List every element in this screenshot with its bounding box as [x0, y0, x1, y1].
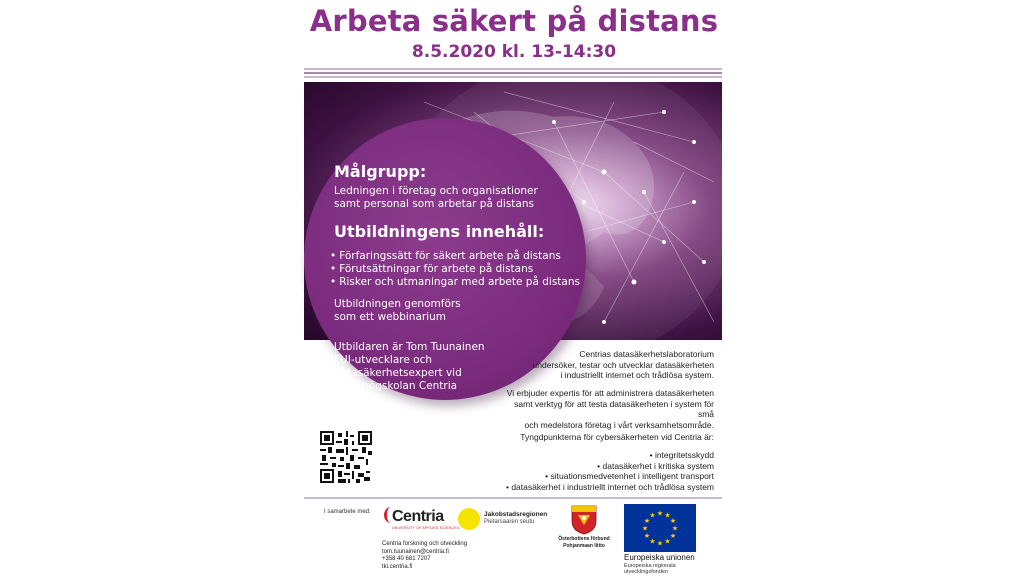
poster-title: Arbeta säkert på distans: [309, 4, 719, 38]
eu-star-icon: ★: [649, 512, 656, 520]
footer-divider: [304, 497, 722, 499]
target-group-heading: Målgrupp:: [334, 162, 427, 181]
expertise-description: Vi erbjuder expertis för att administrera datasäkerheten samt verktyg för att testa datasäkerheten i system för små och medelstora företag i vårt verksamhetsområde.: [506, 388, 714, 430]
list-item: • datasäkerhet i industriellt internet och trådlösa system: [496, 482, 714, 493]
eu-star-icon: ★: [656, 540, 664, 548]
focus-heading: Tyngdpunkterna för cybersäkerheten vid Centria är:: [520, 432, 714, 442]
lab-description: Centrias datasäkerhetslaboratorium undersöker, testar och utvecklar datasäkerheten i industriellt internet och trådlösa system.: [532, 349, 714, 380]
focus-list: [496, 450, 714, 492]
eu-star-icon: ★: [643, 533, 651, 540]
content-list: [330, 250, 580, 289]
event-date: 8.5.2020 kl. 13-14:30: [411, 42, 617, 62]
eu-star-icon: ★: [643, 518, 651, 525]
eu-star-icon: ★: [641, 525, 649, 533]
target-group-text: Ledningen i företag och organisationer samt personal som arbetar på distans: [334, 185, 538, 210]
jakobstad-sub: Pietarsaaren seutu: [484, 519, 535, 525]
contact-info: Centria forskning och utveckling tom.tuunainen@centria.fi +358 40 681 7207 tki.centria.fi: [382, 541, 468, 570]
list-item: • situationsmedvetenhet i intelligent transport: [496, 471, 714, 482]
eu-star-icon: ★: [671, 525, 679, 533]
ostrobothnia-crest-icon: [571, 505, 597, 535]
poster: [304, 0, 724, 576]
qr-code[interactable]: [320, 431, 372, 483]
centria-subtitle: UNIVERSITY OF APPLIED SCIENCES: [392, 526, 460, 530]
ostrobothnia-name: Österbottens förbund: [558, 536, 610, 542]
list-item: • datasäkerhet i kritiska system: [496, 461, 714, 472]
cooperation-label: I samarbete med:: [324, 509, 371, 515]
eu-flag-icon: [624, 504, 696, 552]
list-item: • Risker och utmaningar med arbete på distans: [330, 276, 580, 289]
trainer-text: Utbildaren är Tom Tuunainen FUI-utvecklare och datasäkerhetsexpert vid yrkeshögskolan Centria: [334, 341, 485, 392]
eu-fund: Europeiska regionala utvecklingsfonden: [624, 563, 676, 575]
centria-logo: Centria: [392, 508, 444, 525]
jakobstad-name: Jakobstadsregionen: [484, 511, 548, 518]
eu-star-icon: ★: [664, 512, 671, 520]
webinar-text: Utbildningen genomförs som ett webbinarium: [334, 298, 461, 323]
eu-star-icon: ★: [664, 538, 671, 546]
header-divider: [304, 68, 722, 80]
jakobstad-sun-icon: [458, 508, 480, 530]
list-item: • integritetsskydd: [496, 450, 714, 461]
list-item: • Förutsättningar för arbete på distans: [330, 263, 580, 276]
eu-star-icon: ★: [669, 533, 677, 540]
ostrobothnia-name-fi: Pohjanmaan liitto: [563, 543, 605, 549]
eu-star-icon: ★: [649, 538, 656, 546]
list-item: • Förfaringssätt för säkert arbete på distans: [330, 250, 580, 263]
eu-star-icon: ★: [669, 518, 677, 525]
content-heading: Utbildningens innehåll:: [334, 222, 545, 241]
eu-star-icon: ★: [656, 510, 664, 518]
eu-name: Europeiska unionen: [624, 553, 695, 562]
